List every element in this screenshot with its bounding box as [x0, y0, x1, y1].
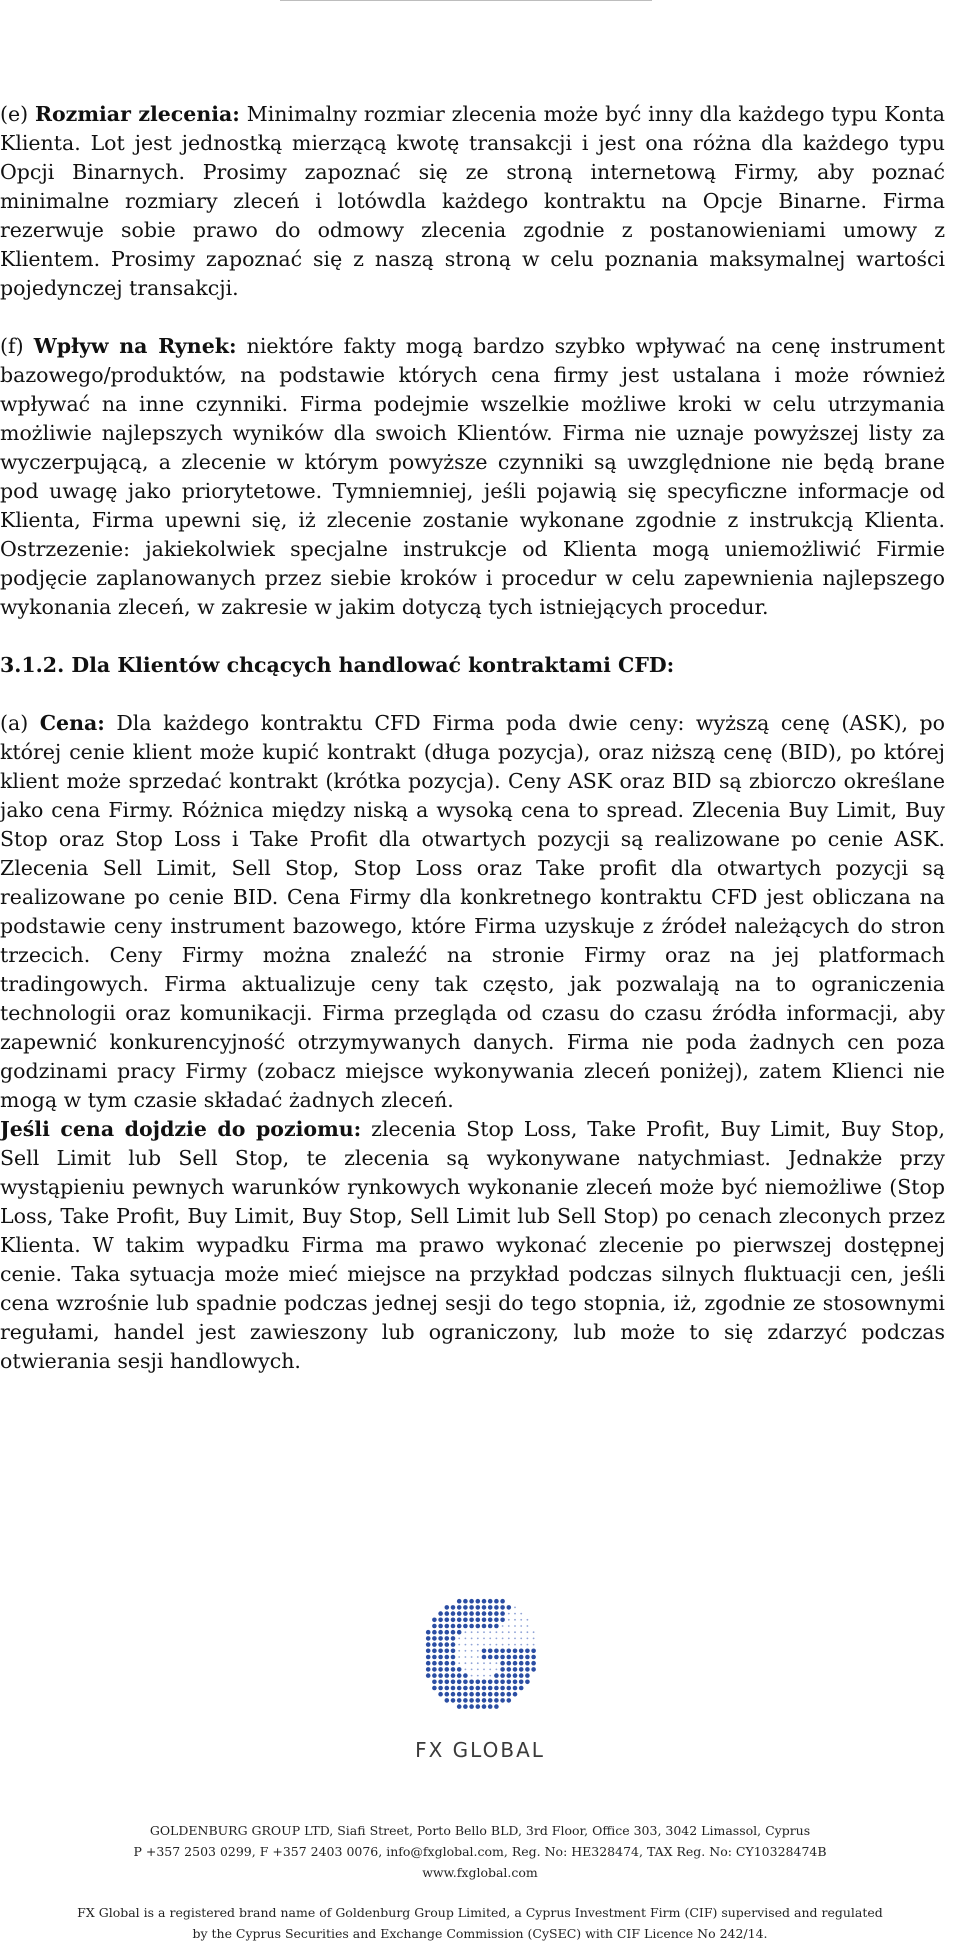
logo-dot — [500, 1649, 505, 1654]
logo-dot — [432, 1655, 437, 1660]
logo-dot — [496, 1638, 498, 1640]
paragraph-price-level — [0, 1115, 945, 1376]
logo-dot — [531, 1649, 536, 1654]
logo-dot — [488, 1692, 493, 1697]
logo-dot — [525, 1680, 530, 1685]
logo-dot — [476, 1605, 481, 1610]
logo-dot — [502, 1644, 504, 1646]
logo-dot — [488, 1618, 493, 1623]
logo-dot — [438, 1667, 443, 1672]
logo-dot — [445, 1692, 450, 1697]
logo-dot — [451, 1655, 456, 1660]
logo-dot — [488, 1611, 493, 1616]
logo-dot — [457, 1618, 462, 1623]
logo-dot — [465, 1638, 467, 1640]
logo-dot — [451, 1673, 456, 1678]
logo-dot — [457, 1704, 462, 1709]
logo-dot — [514, 1638, 516, 1640]
logo-dot — [483, 1631, 485, 1633]
logo-dot — [482, 1686, 487, 1691]
logo-dot — [471, 1644, 473, 1646]
logo-dot — [426, 1630, 431, 1635]
section-heading: 3.1.2. Dla Klientów chcących handlować kontraktami CFD: — [0, 653, 675, 677]
logo-dot — [432, 1686, 437, 1691]
logo-dot — [451, 1698, 456, 1703]
logo-dot — [508, 1638, 510, 1640]
logo-dot — [458, 1662, 460, 1664]
logo-dot — [502, 1631, 504, 1633]
logo-dot — [519, 1686, 524, 1691]
logo-dot — [525, 1673, 530, 1678]
logo-dot — [519, 1667, 524, 1672]
logo-dot — [477, 1638, 479, 1640]
logo-dot — [507, 1667, 512, 1672]
paragraph-price — [0, 709, 945, 1115]
logo-dot — [477, 1662, 479, 1664]
logo-dot — [469, 1686, 474, 1691]
logo-dot — [502, 1638, 504, 1640]
logo-dot — [507, 1673, 512, 1678]
logo-dot — [458, 1644, 460, 1646]
logo-dot — [508, 1631, 510, 1633]
logo-dot — [477, 1669, 479, 1671]
logo-dot — [471, 1638, 473, 1640]
regulatory-line-2: by the Cyprus Securities and Exchange Commission (CySEC) with CIF Licence No 242/14. — [192, 1926, 768, 1941]
logo-dot — [527, 1619, 529, 1621]
logo-dot — [507, 1692, 512, 1697]
logo-dot — [438, 1642, 443, 1647]
logo-dot — [476, 1686, 481, 1691]
logo-dot — [483, 1669, 485, 1671]
logo-dot — [445, 1636, 450, 1641]
logo-dot — [514, 1644, 516, 1646]
logo-dot — [520, 1619, 522, 1621]
logo-dot — [457, 1611, 462, 1616]
logo-dot — [445, 1649, 450, 1654]
logo-dot — [432, 1636, 437, 1641]
logo-dot — [500, 1667, 505, 1672]
logo-dot — [488, 1605, 493, 1610]
logo-dot — [494, 1618, 499, 1623]
logo-dot — [508, 1625, 510, 1627]
paragraph-label: Jeśli cena dojdzie do poziomu: — [0, 1117, 362, 1141]
logo-dot — [520, 1644, 522, 1646]
logo-dot — [438, 1611, 443, 1616]
logo-dot — [500, 1680, 505, 1685]
logo-dot — [451, 1649, 456, 1654]
logo-dot — [469, 1680, 474, 1685]
g-dot-globe-icon — [420, 1585, 540, 1725]
logo-dot — [502, 1625, 504, 1627]
logo-dot — [471, 1669, 473, 1671]
logo-dot — [463, 1692, 468, 1697]
logo-dot — [438, 1655, 443, 1660]
item-marker: (f) — [0, 334, 34, 358]
logo-dot — [432, 1680, 437, 1685]
logo-dot — [520, 1638, 522, 1640]
logo-dot — [457, 1605, 462, 1610]
logo-dot — [482, 1618, 487, 1623]
logo-dot — [482, 1698, 487, 1703]
logo-dot — [458, 1650, 460, 1652]
logo-dot — [514, 1613, 516, 1615]
logo-dot — [451, 1692, 456, 1697]
logo-dot — [508, 1619, 510, 1621]
logo-dot — [451, 1667, 456, 1672]
paragraph-market-impact — [0, 332, 945, 622]
logo-dot — [463, 1599, 468, 1604]
logo-dot — [482, 1704, 487, 1709]
logo-dot — [494, 1599, 499, 1604]
logo-dot — [438, 1624, 443, 1629]
logo-dot — [483, 1644, 485, 1646]
logo-dot — [465, 1650, 467, 1652]
logo-dot — [513, 1667, 518, 1672]
regulatory-notice — [0, 1902, 960, 1944]
logo-dot — [469, 1605, 474, 1610]
logo-dot — [445, 1698, 450, 1703]
logo-dot — [463, 1680, 468, 1685]
logo-dot — [494, 1655, 499, 1660]
paragraph-text: zlecenia Stop Loss, Take Profit, Buy Limit, Buy Stop, Sell Limit lub Sell Stop, te zlecenia są wykonywane natychmiast. Jednakże przy wystąpieniu pewnych warunków rynkowych wykonanie zleceń może być niemożliwe (Stop Loss, Take Profit, Buy Limit, Buy Stop, Sell Limit lub Sell Stop) po cenach zleconych przez Klienta. W takim wypadku Firma ma prawo wykonać zlecenie po pierwszej dostępnej cenie. Taka sytuacja może mieć miejsce na przykład podczas silnych fluktuacji cen, jeśli cena wzrośnie lub spadnie podczas jednej sesji do tego stopnia, iż, zgodnie ze stosownymi regułami, handel jest zawieszony lub ograniczony, lub może to się zdarzyć podczas otwierania sesji handlowych. — [0, 1117, 945, 1373]
logo-dot — [451, 1680, 456, 1685]
footer-website: www.fxglobal.com — [422, 1865, 538, 1880]
logo-dot — [458, 1638, 460, 1640]
logo-dot — [465, 1669, 467, 1671]
logo-dot — [500, 1655, 505, 1660]
logo-dot — [482, 1611, 487, 1616]
logo-dot — [533, 1631, 535, 1633]
paragraph-label: Wpływ na Rynek: — [33, 334, 237, 358]
logo-dot — [500, 1673, 505, 1678]
logo-dot — [531, 1667, 536, 1672]
logo-dot — [531, 1661, 536, 1666]
logo-dot — [445, 1611, 450, 1616]
logo-dot — [426, 1661, 431, 1666]
logo-dot — [469, 1618, 474, 1623]
logo-dot — [471, 1656, 473, 1658]
logo-dot — [438, 1636, 443, 1641]
logo-dot — [500, 1605, 505, 1610]
logo-dot — [489, 1631, 491, 1633]
logo-dot — [469, 1704, 474, 1709]
logo-dot — [494, 1680, 499, 1685]
logo-dot — [496, 1644, 498, 1646]
logo-dot — [482, 1624, 487, 1629]
logo-dot — [432, 1618, 437, 1623]
logo-dot — [507, 1680, 512, 1685]
logo-dot — [494, 1611, 499, 1616]
logo-dot — [500, 1599, 505, 1604]
logo-dot — [520, 1631, 522, 1633]
company-footer — [0, 1820, 960, 1883]
logo-dot — [438, 1686, 443, 1691]
logo-dot — [514, 1619, 516, 1621]
logo-dot — [520, 1625, 522, 1627]
logo-dot — [445, 1680, 450, 1685]
logo-dot — [476, 1680, 481, 1685]
logo-dot — [469, 1698, 474, 1703]
logo-dot — [507, 1698, 512, 1703]
logo-dot — [471, 1650, 473, 1652]
logo-dot — [445, 1667, 450, 1672]
logo-dot — [527, 1631, 529, 1633]
logo-dot — [488, 1655, 493, 1660]
logo-dot — [488, 1599, 493, 1604]
logo-dot — [438, 1673, 443, 1678]
logo-dot — [500, 1692, 505, 1697]
logo-dot — [476, 1599, 481, 1604]
logo-dot — [426, 1673, 431, 1678]
logo-dot — [463, 1624, 468, 1629]
logo-dot — [457, 1599, 462, 1604]
logo-dot — [445, 1655, 450, 1660]
logo-dot — [426, 1642, 431, 1647]
logo-dot — [525, 1655, 530, 1660]
logo-dot — [476, 1618, 481, 1623]
logo-dot — [451, 1642, 456, 1647]
logo-dot — [513, 1673, 518, 1678]
logo-dot — [445, 1605, 450, 1610]
logo-dot — [494, 1649, 499, 1654]
logo-dot — [507, 1686, 512, 1691]
logo-dot — [483, 1675, 485, 1677]
logo-dot — [489, 1675, 491, 1677]
logo-dot — [494, 1673, 499, 1678]
logo-dot — [488, 1686, 493, 1691]
logo-dot — [477, 1656, 479, 1658]
logo-dot — [525, 1661, 530, 1666]
logo-dot — [426, 1649, 431, 1654]
logo-dot — [471, 1662, 473, 1664]
logo-dot — [451, 1605, 456, 1610]
logo-dot — [482, 1605, 487, 1610]
logo-dot — [438, 1618, 443, 1623]
logo-dot — [463, 1698, 468, 1703]
logo-dot — [482, 1649, 487, 1654]
logo-dot — [507, 1655, 512, 1660]
logo-dot — [463, 1704, 468, 1709]
logo-dot — [469, 1692, 474, 1697]
logo-dot — [451, 1624, 456, 1629]
logo-dot — [482, 1680, 487, 1685]
logo-dot — [500, 1661, 505, 1666]
logo-dot — [426, 1636, 431, 1641]
logo-dot — [488, 1680, 493, 1685]
logo-dot — [445, 1642, 450, 1647]
logo-dot — [465, 1644, 467, 1646]
logo-dot — [527, 1625, 529, 1627]
logo-dot — [507, 1605, 512, 1610]
company-logo — [0, 1585, 960, 1775]
logo-dot — [432, 1649, 437, 1654]
logo-dot — [477, 1650, 479, 1652]
logo-dot — [520, 1613, 522, 1615]
logo-dot — [445, 1618, 450, 1623]
paragraph-text: Dla każdego kontraktu CFD Firma poda dwie ceny: wyższą cenę (ASK), po której cenie klient może kupić kontrakt (długa pozycja), oraz niższą cenę (BID), po której klient może sprzedać kontrakt (krótka pozycja). Ceny ASK oraz BID są zbiorczo określane jako cena Firmy. Różnica między niską a wysoką cena to spread. Zlecenia Buy Limit, Buy Stop oraz Stop Loss i Take Profit dla otwartych pozycji są realizowane po cenie ASK. Zlecenia Sell Limit, Sell Stop, Stop Loss oraz Take profit dla otwartych pozycji są realizowane po cenie BID. Cena Firmy dla konkretnego kontraktu CFD jest obliczana na podstawie ceny instrument bazowego, które Firma uzyskuje z źródeł należących do stron trzecich. Ceny Firmy można znaleźć na stronie Firmy oraz na jej platformach tradingowych. Firma aktualizuje ceny tak często, jak pozwalają na to ograniczenia technologii oraz komunikacji. Firma przegląda od czasu do czasu źródła informacji, aby zapewnić konkurencyjność otrzymywanych danych. Firma nie poda żadnych cen poza godzinami pracy Firmy (zobacz miejsce wykonywania zleceń poniżej), zatem Klienci nie mogą w tym czasie składać żadnych zleceń. — [0, 711, 946, 1112]
logo-dot — [457, 1686, 462, 1691]
logo-dot — [494, 1686, 499, 1691]
logo-dot — [445, 1673, 450, 1678]
logo-dot — [438, 1680, 443, 1685]
logo-dot — [438, 1649, 443, 1654]
logo-dot — [527, 1644, 529, 1646]
footer-address: GOLDENBURG GROUP LTD, Siafi Street, Porto Bello BLD, 3rd Floor, Office 303, 3042 Limassol, Cyprus — [149, 1823, 811, 1838]
logo-dot — [469, 1599, 474, 1604]
logo-dot — [533, 1644, 535, 1646]
paragraph-label: Rozmiar zlecenia: — [34, 102, 240, 126]
logo-dot — [494, 1698, 499, 1703]
logo-dot — [476, 1692, 481, 1697]
logo-dot — [476, 1624, 481, 1629]
logo-dot — [426, 1655, 431, 1660]
logo-dot — [525, 1667, 530, 1672]
logo-dot — [451, 1630, 456, 1635]
footer-contact: P +357 2503 0299, F +357 2403 0076, info@fxglobal.com, Reg. No: HE328474, TAX Reg. No: CY10328474B — [133, 1844, 827, 1859]
regulatory-line-1: FX Global is a registered brand name of Goldenburg Group Limited, a Cyprus Investment Firm (CIF) supervised and regulated — [77, 1905, 883, 1920]
document-body — [0, 100, 945, 1376]
logo-dot — [489, 1644, 491, 1646]
logo-dot — [513, 1680, 518, 1685]
logo-dot — [457, 1630, 462, 1635]
logo-dot — [507, 1661, 512, 1666]
logo-dot — [533, 1638, 535, 1640]
logo-dot — [513, 1686, 518, 1691]
logo-dot — [488, 1649, 493, 1654]
logo-dot — [513, 1655, 518, 1660]
logo-dot — [500, 1611, 505, 1616]
logo-dot — [463, 1686, 468, 1691]
logo-dot — [513, 1692, 518, 1697]
logo-dot — [508, 1613, 510, 1615]
logo-dot — [489, 1638, 491, 1640]
logo-dot — [463, 1605, 468, 1610]
logo-dot — [457, 1667, 462, 1672]
logo-dot — [476, 1611, 481, 1616]
logo-dot — [457, 1680, 462, 1685]
logo-dot — [514, 1631, 516, 1633]
logo-dot — [496, 1662, 498, 1664]
logo-dot — [519, 1661, 524, 1666]
logo-dot — [476, 1698, 481, 1703]
logo-dot — [457, 1624, 462, 1629]
logo-dot — [477, 1675, 479, 1677]
logo-dot — [451, 1611, 456, 1616]
logo-wordmark: FX GLOBAL — [415, 1738, 545, 1762]
logo-dot — [469, 1624, 474, 1629]
logo-dot — [513, 1649, 518, 1654]
logo-dot — [426, 1667, 431, 1672]
top-divider — [280, 0, 652, 1]
logo-dot — [471, 1631, 473, 1633]
logo-dot — [494, 1624, 499, 1629]
logo-dot — [500, 1686, 505, 1691]
logo-dot — [500, 1698, 505, 1703]
logo-dot — [471, 1675, 473, 1677]
logo-dot — [496, 1631, 498, 1633]
logo-dot — [432, 1630, 437, 1635]
logo-dot — [477, 1644, 479, 1646]
logo-dot — [445, 1661, 450, 1666]
logo-dot — [482, 1599, 487, 1604]
logo-dot — [451, 1636, 456, 1641]
logo-dot — [476, 1704, 481, 1709]
logo-dot — [508, 1644, 510, 1646]
logo-dot — [451, 1686, 456, 1691]
logo-dot — [519, 1649, 524, 1654]
logo-dot — [514, 1607, 516, 1609]
logo-dot — [494, 1692, 499, 1697]
logo-dot — [451, 1618, 456, 1623]
logo-dot — [457, 1673, 462, 1678]
logo-dot — [465, 1631, 467, 1633]
logo-dot — [489, 1669, 491, 1671]
logo-dot — [519, 1655, 524, 1660]
logo-dot — [445, 1624, 450, 1629]
logo-dot — [513, 1661, 518, 1666]
logo-dot — [457, 1692, 462, 1697]
logo-dot — [500, 1618, 505, 1623]
logo-dot — [463, 1611, 468, 1616]
logo-dot — [438, 1630, 443, 1635]
logo-dot — [432, 1624, 437, 1629]
logo-dot — [494, 1704, 499, 1709]
logo-dot — [482, 1655, 487, 1660]
logo-dot — [531, 1655, 536, 1660]
logo-dot — [488, 1624, 493, 1629]
item-marker: (e) — [0, 102, 35, 126]
logo-dot — [458, 1656, 460, 1658]
logo-dot — [438, 1661, 443, 1666]
logo-dot — [432, 1661, 437, 1666]
logo-dot — [445, 1686, 450, 1691]
logo-dot — [451, 1661, 456, 1666]
logo-dot — [519, 1680, 524, 1685]
paragraph-order-size — [0, 100, 945, 303]
logo-dot — [489, 1662, 491, 1664]
logo-dot — [483, 1638, 485, 1640]
logo-dot — [465, 1656, 467, 1658]
logo-dot — [457, 1698, 462, 1703]
paragraph-text: niektóre fakty mogą bardzo szybko wpływać na cenę instrument bazowego/produktów, na podstawie których cena firmy jest ustalana i może również wpływać na inne czynniki. Firma podejmie wszelkie możliwe kroki w celu utrzymania możliwie najlepszych wyników dla swoich Klientów. Firma nie uznaje powyższej listy za wyczerpującą, a zlecenie w którym powyższe czynniki są uwzględnione nie będą brane pod uwagę jako priorytetowe. Tymniemniej, jeśli pojawią się specyficzne informacje od Klienta, Firma upewni się, iż zlecenie zostanie wykonane zgodnie z instrukcją Klienta. Ostrzezenie: jakiekolwiek specjalne instrukcje od Klienta mogą uniemożliwić Firmie podjęcie zaplanowanych przez siebie kroków i procedur w celu zapewnienia najlepszego wykonania zleceń, w zakresie w jakim dotyczą tych istniejących procedur. — [0, 334, 945, 619]
paragraph-text: Minimalny rozmiar zlecenia może być inny dla każdego typu Konta Klienta. Lot jest jednostką mierzącą kwotę transakcji i jest ona różna dla każdego typu Opcji Binarnych. Prosimy zapoznać się ze stroną internetową Firmy, aby poznać minimalne rozmiary zleceń i lotówdla każdego kontraktu na Opcje Binarne. Firma rezerwuje sobie prawo do odmowy zlecenia zgodnie z postanowieniami umowy z Klientem. Prosimy zapoznać się z naszą stroną w celu poznania maksymalnej wartości pojedynczej transakcji. — [0, 102, 946, 300]
logo-dot — [463, 1673, 468, 1678]
logo-dot — [496, 1669, 498, 1671]
item-marker: (a) — [0, 711, 40, 735]
logo-dot — [463, 1618, 468, 1623]
logo-dot — [483, 1662, 485, 1664]
logo-dot — [507, 1649, 512, 1654]
logo-dot — [432, 1642, 437, 1647]
logo-dot — [465, 1662, 467, 1664]
paragraph-label: Cena: — [39, 711, 105, 735]
logo-dot — [432, 1673, 437, 1678]
logo-dot — [482, 1692, 487, 1697]
logo-dot — [477, 1631, 479, 1633]
logo-dot — [438, 1692, 443, 1697]
logo-dot — [527, 1638, 529, 1640]
logo-dot — [519, 1673, 524, 1678]
logo-dot — [432, 1667, 437, 1672]
logo-dot — [494, 1605, 499, 1610]
logo-dot — [488, 1704, 493, 1709]
logo-dot — [469, 1611, 474, 1616]
logo-dot — [488, 1698, 493, 1703]
logo-dot — [445, 1630, 450, 1635]
logo-dot — [514, 1625, 516, 1627]
logo-dot — [525, 1649, 530, 1654]
